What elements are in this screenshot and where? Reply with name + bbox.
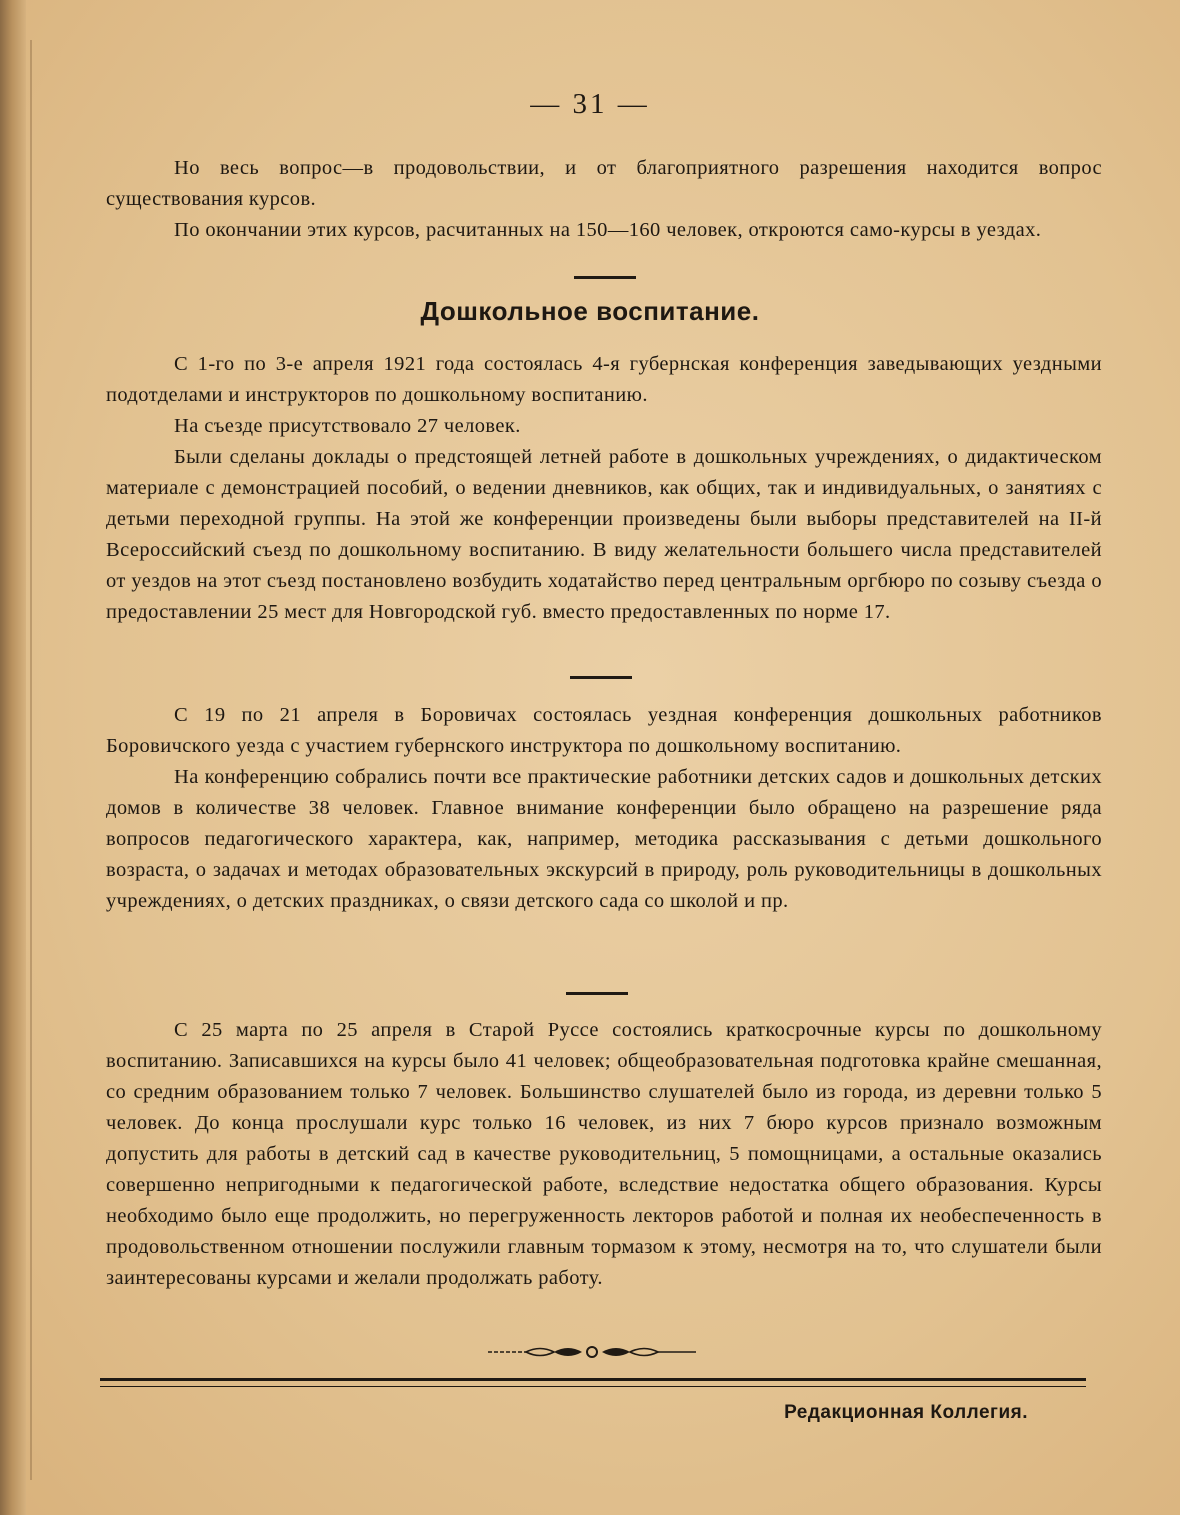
block2-paragraph-2: На конференцию собрались почти все практические работники детских садов и дошкольных детских домов в количестве 38 человек. Главное внимание конференции было обращено на разрешение ряда вопросов педагогического характера, как, например, методика рассказывания с детьми дошкольного возраста, о задачах и методах образовательных экскурсий в природу, роль руководительницы в дошкольных учреждениях, о детских праздниках, о связи детского сада со школой и пр. (106, 766, 1102, 912)
section-divider-1 (574, 276, 636, 279)
footer-double-rule (100, 1378, 1086, 1387)
intro-text (106, 153, 1102, 246)
signature: Редакционная Коллегия. (784, 1402, 1028, 1423)
page-spine-edge (0, 0, 26, 1515)
section-block-3 (106, 1015, 1102, 1294)
intro-paragraph-1: Но весь вопрос—в продовольствии, и от благоприятного разрешения находится вопрос существования курсов. (106, 157, 1102, 210)
block1-paragraph-1: С 1-го по 3-е апреля 1921 года состоялась 4-я губернская конференция заведывающих уездными подотделами и инструкторов по дошкольному воспитанию. (106, 353, 1102, 406)
section-divider-3 (566, 992, 628, 995)
ornament-divider-icon (488, 1344, 696, 1360)
section-title: Дошкольное воспитание. (420, 296, 760, 326)
block2-paragraph-1: С 19 по 21 апреля в Боровичах состоялась уездная конференция дошкольных работников Боровичского уезда с участием губернского инструктора по дошкольному воспитанию. (106, 704, 1102, 757)
intro-paragraph-2: По окончании этих курсов, расчитанных на 150—160 человек, откроются само-курсы в уездах. (174, 219, 1042, 241)
section-divider-2 (570, 676, 632, 679)
page-number: — 31 — (530, 88, 650, 120)
section-block-2 (106, 700, 1102, 917)
block1-paragraph-3: Были сделаны доклады о предстоящей летней работе в дошкольных учреждениях, о дидактическом материале с демонстрацией пособий, о ведении дневников, как общих, так и индивидуальных, о занятиях с детьми переходной группы. На этой же конференции произведены были выборы представителей на II-й Всероссийский съезд по дошкольному воспитанию. В виду желательности большего числа представителей от уездов на этот съезд постановлено возбудить ходатайство перед центральным оргбюро по созыву съезда о предоставлении 25 мест для Новгородской губ. вместо предоставленных по норме 17. (106, 446, 1102, 623)
page-fold-line (30, 40, 32, 1480)
section-block-1 (106, 349, 1102, 628)
block3-paragraph-1: С 25 марта по 25 апреля в Старой Руссе состоялись краткосрочные курсы по дошкольному воспитанию. Записавшихся на курсы было 41 человек; общеобразовательная подготовка крайне смешанная, со средним образованием только 7 человек. Большинство слушателей было из города, из деревни только 5 человек. До конца прослушали курс только 16 человек, из них 7 бюро курсов признало возможным допустить для работы в детский сад в качестве руководительниц, 5 помощницами, а остальные оказались совершенно непригодными к педагогической работе, вследствие недостатка общего образования. Курсы необходимо было еще продолжить, но перегруженность лекторов работой и полная их необеспеченность в продовольственном отношении послужили главным тормазом к этому, несмотря на то, что слушатели были заинтересованы курсами и желали продолжать работу. (106, 1019, 1102, 1289)
block1-paragraph-2: На съезде присутствовало 27 человек. (174, 415, 521, 437)
